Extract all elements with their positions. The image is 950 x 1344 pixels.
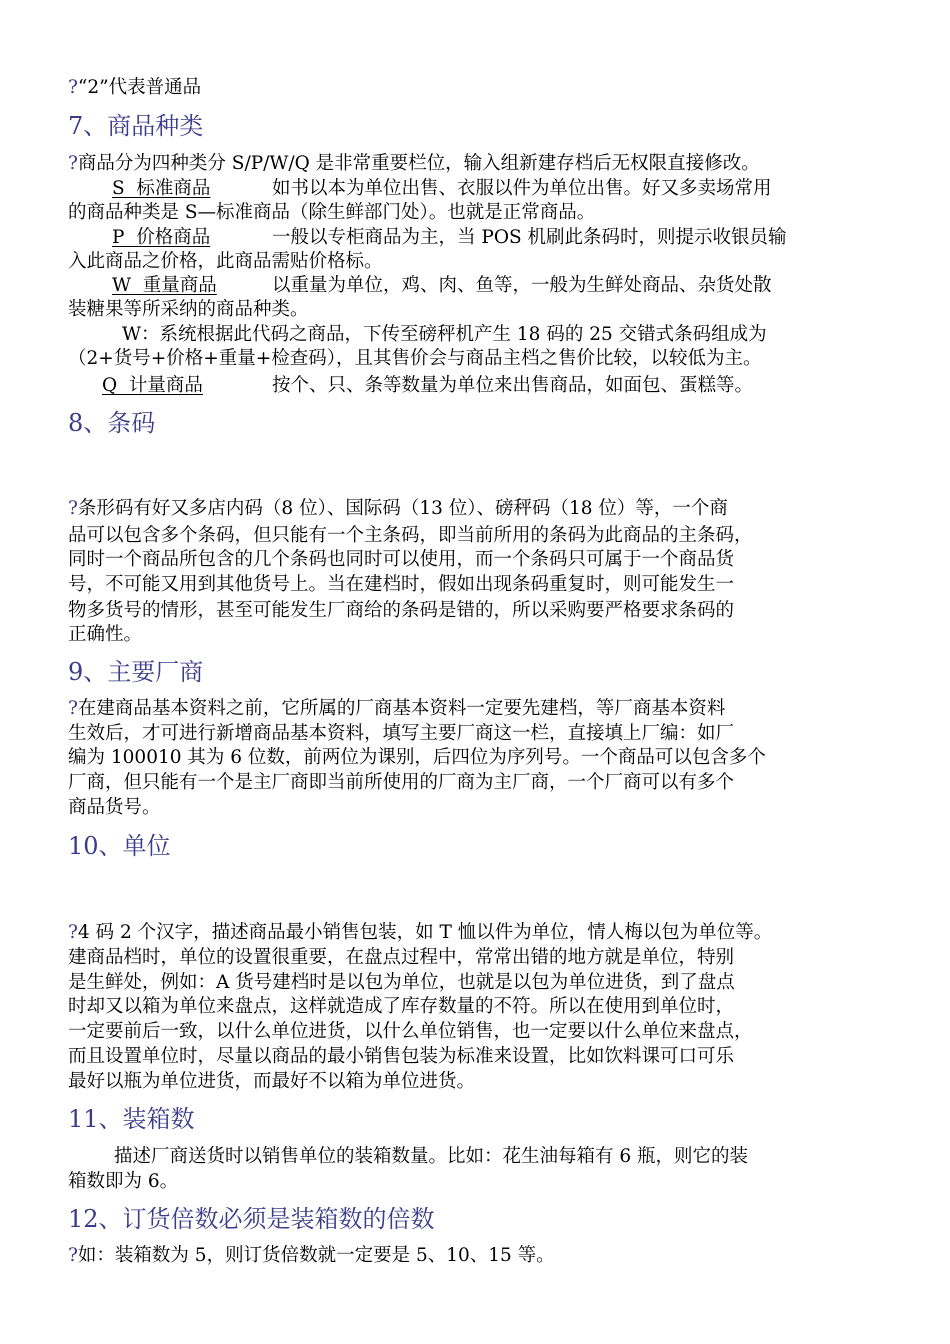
text-line: 生效后，才可进行新增商品基本资料，填写主要厂商这一栏，直接填上厂编：如厂	[68, 723, 735, 744]
text-line	[68, 76, 201, 100]
line-text: 在建商品基本资料之前，它所属的厂商基本资料一定要先建档，等厂商基本资料	[77, 698, 726, 719]
text-line	[68, 152, 760, 176]
bullet-marker: ?	[68, 153, 78, 174]
text-line: 一定要前后一致，以什么单位进货，以什么单位销售，也一定要以什么单位来盘点，	[68, 1021, 753, 1042]
category-label-s: S 标准商品	[112, 178, 211, 199]
section-heading: 9、主要厂商	[68, 658, 204, 686]
section-heading: 8、条码	[68, 409, 156, 437]
text-line: 正确性。	[68, 624, 143, 645]
text-line	[68, 497, 728, 521]
text-line: 同时一个商品所包含的几个条码也同时可以使用，而一个条码只可属于一个商品货	[68, 549, 735, 570]
bullet-marker: ?	[68, 698, 78, 719]
section-heading: 7、商品种类	[68, 112, 204, 140]
text-line: 商品货号。	[68, 797, 161, 818]
bullet-marker: ?	[68, 922, 78, 943]
text-line	[68, 921, 772, 945]
text-line: （2+货号+价格+重量+检查码），且其售价会与商品主档之售价比较，以较低为主。	[68, 348, 762, 369]
text-line: 而且设置单位时，尽量以商品的最小销售包装为标准来设置，比如饮料课可口可乐	[68, 1046, 735, 1067]
line-text: 4 码 2 个汉字，描述商品最小销售包装，如 T 恤以件为单位，情人梅以包为单位等。	[77, 922, 773, 943]
category-label-q: Q 计量商品	[102, 375, 203, 396]
category-label-p: P 价格商品	[112, 227, 211, 248]
bullet-marker: ?	[68, 498, 78, 519]
text-line: 编为 100010 其为 6 位数，前两位为课别，后四位为序列号。一个商品可以包含多个	[68, 747, 766, 768]
category-label-w: W 重量商品	[112, 275, 217, 296]
line-text: 如：装箱数为 5，则订货倍数就一定要是 5、10、15 等。	[77, 1245, 555, 1266]
text-line: 物多货号的情形，甚至可能发生厂商给的条码是错的，所以采购要严格要求条码的	[68, 600, 735, 621]
category-desc-p: 一般以专柜商品为主，当 POS 机刷此条码时，则提示收银员输	[272, 227, 787, 248]
bullet-marker: ?	[68, 77, 78, 98]
section-heading: 12、订货倍数必须是装箱数的倍数	[68, 1205, 435, 1233]
text-line: 厂商，但只能有一个是主厂商即当前所使用的厂商为主厂商，一个厂商可以有多个	[68, 772, 735, 793]
bullet-marker: ?	[68, 1245, 78, 1266]
text-line	[68, 1244, 555, 1268]
section-heading: 10、单位	[68, 832, 171, 860]
category-desc-w: 以重量为单位，鸡、肉、鱼等，一般为生鲜处商品、杂货处散	[272, 275, 772, 296]
category-desc-q: 按个、只、条等数量为单位来出售商品，如面包、蛋糕等。	[272, 375, 754, 396]
text-line: 建商品档时，单位的设置很重要，在盘点过程中，常常出错的地方就是单位，特别	[68, 947, 735, 968]
line-text: 商品分为四种类分 S/P/W/Q 是非常重要栏位，输入组新建存档后无权限直接修改。	[77, 153, 760, 174]
text-line: 入此商品之价格，此商品需贴价格标。	[68, 251, 383, 272]
text-line: 号，不可能又用到其他货号上。当在建档时，假如出现条码重复时，则可能发生一	[68, 574, 735, 595]
text-line: 装糖果等所采纳的商品种类。	[68, 299, 309, 320]
text-line: W：系统根据此代码之商品，下传至磅秤机产生 18 码的 25 交错式条码组成为	[122, 324, 767, 345]
text-line: 是生鲜处，例如：A 货号建档时是以包为单位，也就是以包为单位进货，到了盘点	[68, 972, 735, 993]
text-line: 时却又以箱为单位来盘点，这样就造成了库存数量的不符。所以在使用到单位时，	[68, 996, 735, 1017]
line-text: 条形码有好又多店内码（8 位）、国际码（13 位）、磅秤码（18 位）等，一个商	[77, 498, 728, 519]
category-desc-s: 如书以本为单位出售、衣服以件为单位出售。好又多卖场常用	[272, 178, 772, 199]
text-line: 箱数即为 6。	[68, 1171, 179, 1192]
text-line	[68, 697, 725, 721]
line-text: “2”代表普通品	[77, 77, 202, 98]
text-line: 描述厂商送货时以销售单位的装箱数量。比如：花生油每箱有 6 瓶，则它的装	[114, 1146, 749, 1167]
text-line: 的商品种类是 S—标准商品（除生鲜部门处）。也就是正常商品。	[68, 202, 596, 223]
text-line: 品可以包含多个条码，但只能有一个主条码，即当前所用的条码为此商品的主条码，	[68, 525, 753, 546]
section-heading: 11、装箱数	[68, 1105, 195, 1133]
text-line: 最好以瓶为单位进货，而最好不以箱为单位进货。	[68, 1071, 476, 1092]
